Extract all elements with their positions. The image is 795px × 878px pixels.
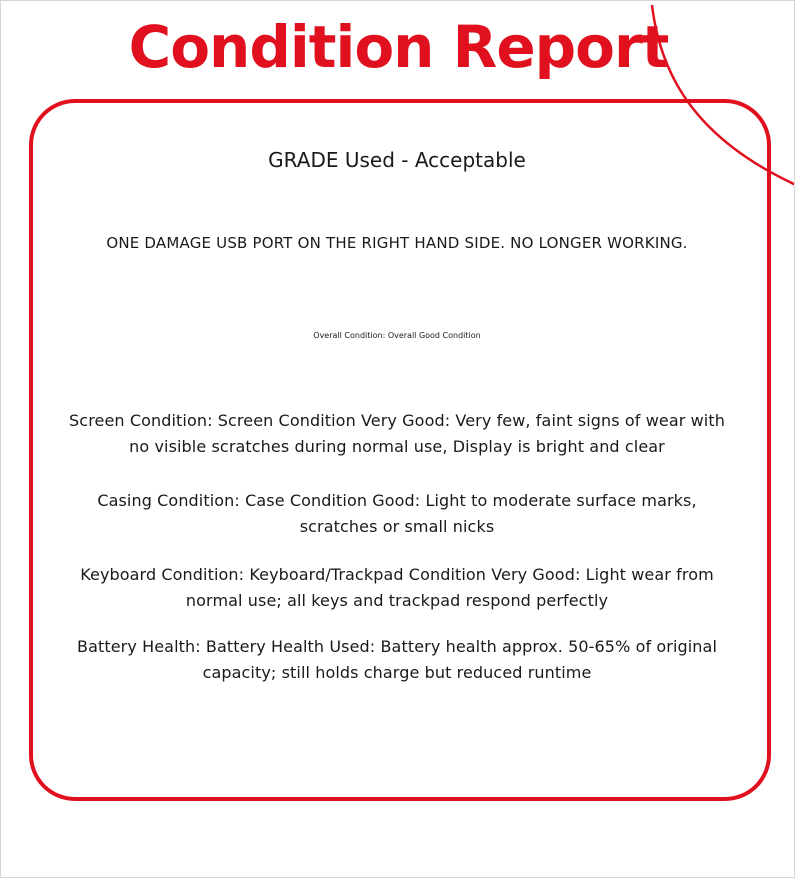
screen-condition: Screen Condition: Screen Condition Very Good: Very few, faint signs of wear with no visible scratches during normal use, Display is bright and clear — [69, 411, 725, 456]
damage-note: ONE DAMAGE USB PORT ON THE RIGHT HAND SIDE. NO LONGER WORKING. — [106, 234, 688, 252]
grade-label: GRADE Used - Acceptable — [268, 148, 526, 172]
page-title: Condition Report — [128, 13, 669, 81]
casing-condition: Casing Condition: Case Condition Good: Light to moderate surface marks, scratches or small nicks — [97, 491, 697, 536]
keyboard-condition: Keyboard Condition: Keyboard/Trackpad Condition Very Good: Light wear from normal use; all keys and trackpad respond perfectly — [80, 565, 714, 610]
overall-condition: Overall Condition: Overall Good Condition — [313, 331, 481, 340]
battery-health: Battery Health: Battery Health Used: Battery health approx. 50-65% of original capacity; still holds charge but reduced runtime — [77, 637, 717, 682]
